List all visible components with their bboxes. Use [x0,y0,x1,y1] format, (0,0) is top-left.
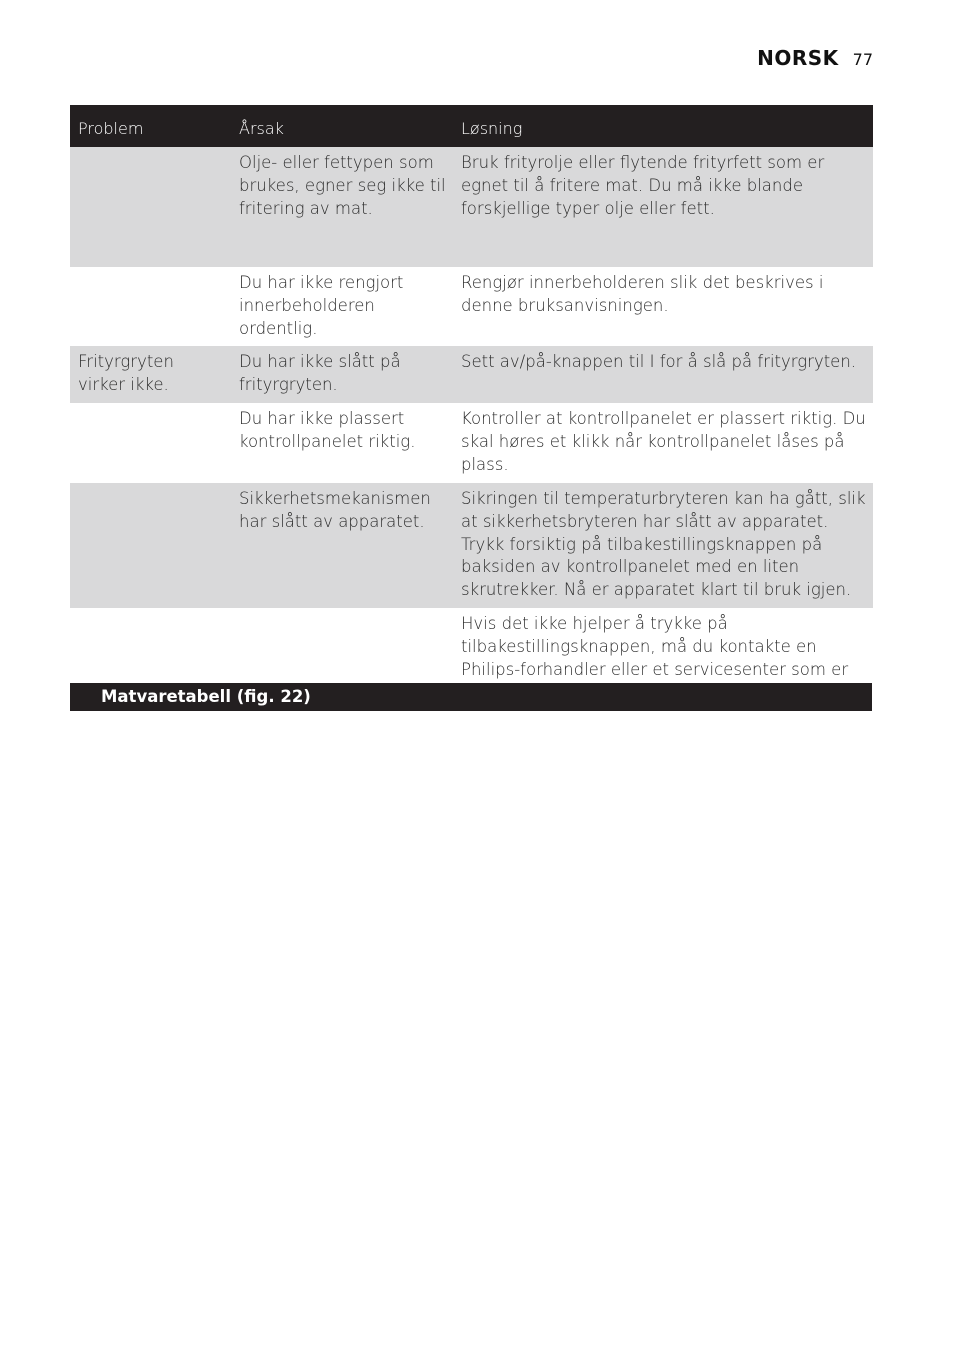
cause-cell: Sikkerhetsmekanismen har slått av apparatet. [239,489,431,531]
troubleshooting-table [70,105,873,725]
cause-cell: Du har ikke slått på frityrgryten. [239,352,401,394]
table-header-row [70,105,873,147]
cause-cell: Du har ikke rengjort innerbeholderen ordentlig. [239,273,404,338]
problem-cell [70,483,231,608]
solution-cell: Sikringen til temperaturbryteren kan ha gått, slik at sikkerhetsbryteren har slått av apparatet. Trykk forsiktig på tilbakestillingsknappen på baksiden av kontrollpanelet med en liten skrutrekker. Nå er apparatet klart til bruk igjen. [461,489,866,600]
solution-cell: Hvis det ikke hjelper å trykke på tilbakestillingsknappen, må du kontakte en Philips-forhandler eller et servicesenter som er [461,614,849,679]
table-row [70,403,873,483]
column-header-cause: Årsak [239,119,284,138]
solution-cell: Bruk frityrolje eller flytende frityrfett som er egnet til å fritere mat. Du må ikke blande forskjellige typer olje eller fett. [461,153,825,218]
problem-cell [70,147,231,267]
table-row [70,267,873,346]
cause-cell: Olje- eller fettypen som brukes, egner seg ikke til fritering av mat. [239,153,446,218]
problem-cell: Frityrgryten virker ikke. [78,352,174,394]
section-title: Matvaretabell (fig. 22) [101,687,311,706]
cause-cell: Du har ikke plassert kontrollpanelet riktig. [239,409,416,451]
table-row [70,147,873,267]
column-header-problem: Problem [78,119,144,138]
language-label: NORSK [757,46,839,70]
problem-cell [70,267,231,346]
table-row [70,346,873,403]
page-header [757,46,873,70]
solution-cell: Kontroller at kontrollpanelet er plassert riktig. Du skal høres et klikk når kontrollpanelet låses på plass. [461,409,866,474]
table-row [70,483,873,608]
problem-cell [70,403,231,483]
section-heading [70,683,872,711]
solution-cell: Rengjør innerbeholderen slik det beskrives i denne bruksanvisningen. [461,273,824,315]
page-number: 77 [852,50,873,69]
column-header-solution: Løsning [461,119,523,138]
solution-cell: Sett av/på-knappen til I for å slå på frityrgryten. [461,352,857,371]
